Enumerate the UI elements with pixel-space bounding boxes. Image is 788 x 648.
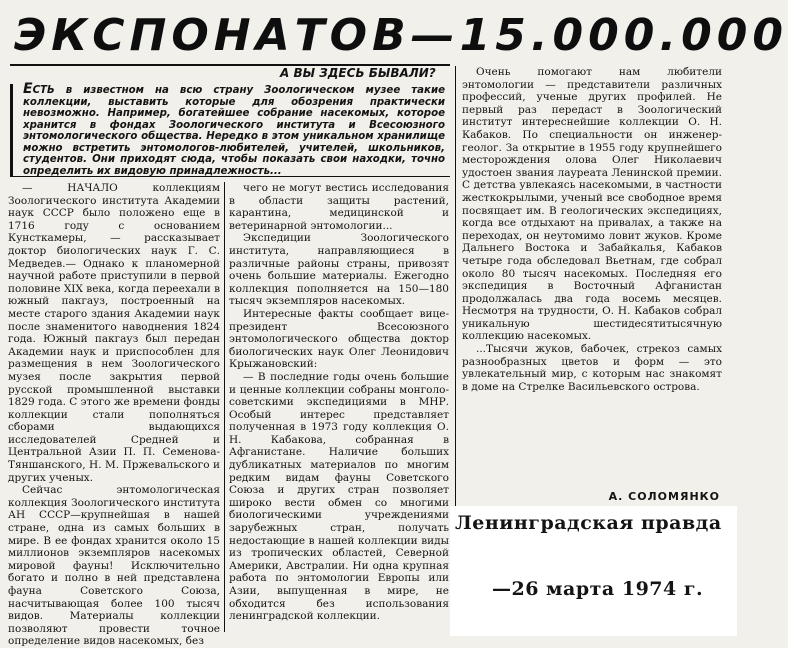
headline: ЭКСПОНАТОВ—15.000.000 [14, 10, 788, 61]
col2-paragraph: чего не могут вестись исследования в области защиты растений, карантина, медицинской и ветеринарной энтомологии... [229, 182, 449, 232]
column-3 [462, 66, 722, 502]
intro-paragraph [10, 81, 445, 177]
newspaper-name: Ленинградская правда [455, 512, 722, 534]
col2-paragraph: — В последние годы очень большие и ценные коллекции собраны монголо-советскими экспедициями в МНР. Особый интерес представляет полученная в 1973 году коллекция О. Н. Кабакова, собранная в Афганистане. Наличие больших дубликатных материалов по многим редким видам фауны Советского Союза и других стран позволяет широко вести обмен со многими биологическими учреждениями зарубежных стран, получать недостающие в нашей коллекции виды из тропических областей, Северной Америки, Австралии. Ни одна крупная работа по энтомологии Европы или Азии, выпущенная в мире, не обходится без использования ленинградской коллекции. [229, 370, 449, 623]
column-separator [455, 66, 456, 506]
kicker: А ВЫ ЗДЕСЬ БЫВАЛИ? [280, 66, 436, 80]
col2-paragraph: Интересные факты сообщает вице-президент Всесоюзного энтомологического общества доктор биологических наук Олег Леонидович Крыжановский: [229, 307, 449, 371]
intro-drop-cap: Е [23, 81, 33, 97]
intro-rule [10, 176, 450, 177]
col2-paragraph: Экспедиции Зоологического института, направляющиеся в различные районы страны, привозят очень большие материалы. Ежегодно коллекция пополняется на 150—180 тысяч экземпляров насекомых. [229, 232, 449, 308]
column-2 [229, 182, 449, 634]
newspaper-date: —26 марта 1974 г. [492, 578, 704, 600]
col3-paragraph: ...Тысячи жуков, бабочек, стрекоз самых разнообразных цветов и форм — это увлекательный мир, с которым нас знакомят в доме на Стрелке Васильевского острова. [462, 343, 722, 393]
author-signature: А. СОЛОМЯНКО [608, 490, 720, 503]
col3-paragraph: Очень помогают нам любители энтомологии — представители различных профессий, ученые других профилей. Не первый раз передаст в Зоологический институт интереснейшие коллекции О. Н. Кабаков. По специальности он инженер-геолог. За открытие в 1955 году крупнейшего месторождения олова Олег Николаевич удостоен звания лауреата Ленинской премии. С детства увлекаясь насекомыми, в частности жесткокрылыми, ученый все свободное время посвящает им. В геологических экспедициях, когда все отдыхают на привалах, а также на переходах, он неутомимо ловит жуков. Кроме Дальнего Востока и Забайкалья, Кабаков четыре года обследовал Вьетнам, где собрал около 80 тысяч насекомых. Последняя его экспедиция в Восточный Афганистан продолжалась два года восемь месяцев. Несмотря на трудности, О. Н. Кабаков собрал уникальную шестидесятитысячную коллекцию насекомых. [462, 66, 722, 343]
intro-text: СТЬ в известном на всю страну Зоологическом музее такие коллекции, выставить которые для обозрения практически невозможно. Например, богатейшее собрание насекомых, которое хранится в фондах Зоологического института и Всесоюзного энтомологического общества. Нередко в этом уникальном хранилище можно встретить энтомологов-любителей, учителей, школьников, студентов. Они приходят сюда, чтобы показать свои находки, точно определить их видовую принадлежность... [23, 85, 445, 177]
column-1 [8, 182, 220, 648]
col1-paragraph: Сейчас энтомологическая коллекция Зоологического института АН СССР—крупнейшая в нашей стране, одна из самых больших в мире. В ее фондах хранится около 15 миллионов экземпляров насекомых мировой фауны! Исключительно богато и полно в ней представлена фауна Советского Союза, насчитывающая более 100 тысяч видов. Материалы коллекции позволяют провести точное определение видов насекомых, без [8, 484, 220, 648]
col1-paragraph: — НАЧАЛО коллекциям Зоологического института Академии наук СССР было положено еще в 1716 году с основанием Кунсткамеры, — рассказывает доктор биологических наук Г. С. Медведев.— Однако к планомерной научной работе приступили в первой половине XIX века, когда переехали в южный пакгауз, построенный на месте старого здания Академии наук после знаменитого наводнения 1824 года. Южный пакгауз был передан Академии наук и приспособлен для размещения в нем Зоологического музея после закрытия первой русской промышленной выставки 1829 года. С этого же времени фонды коллекции стали пополняться сборами выдающихся исследователей Средней и Центральной Азии П. П. Семенова-Тяншанского, Н. М. Пржевальского и других ученых. [8, 182, 220, 484]
column-separator [224, 182, 225, 632]
